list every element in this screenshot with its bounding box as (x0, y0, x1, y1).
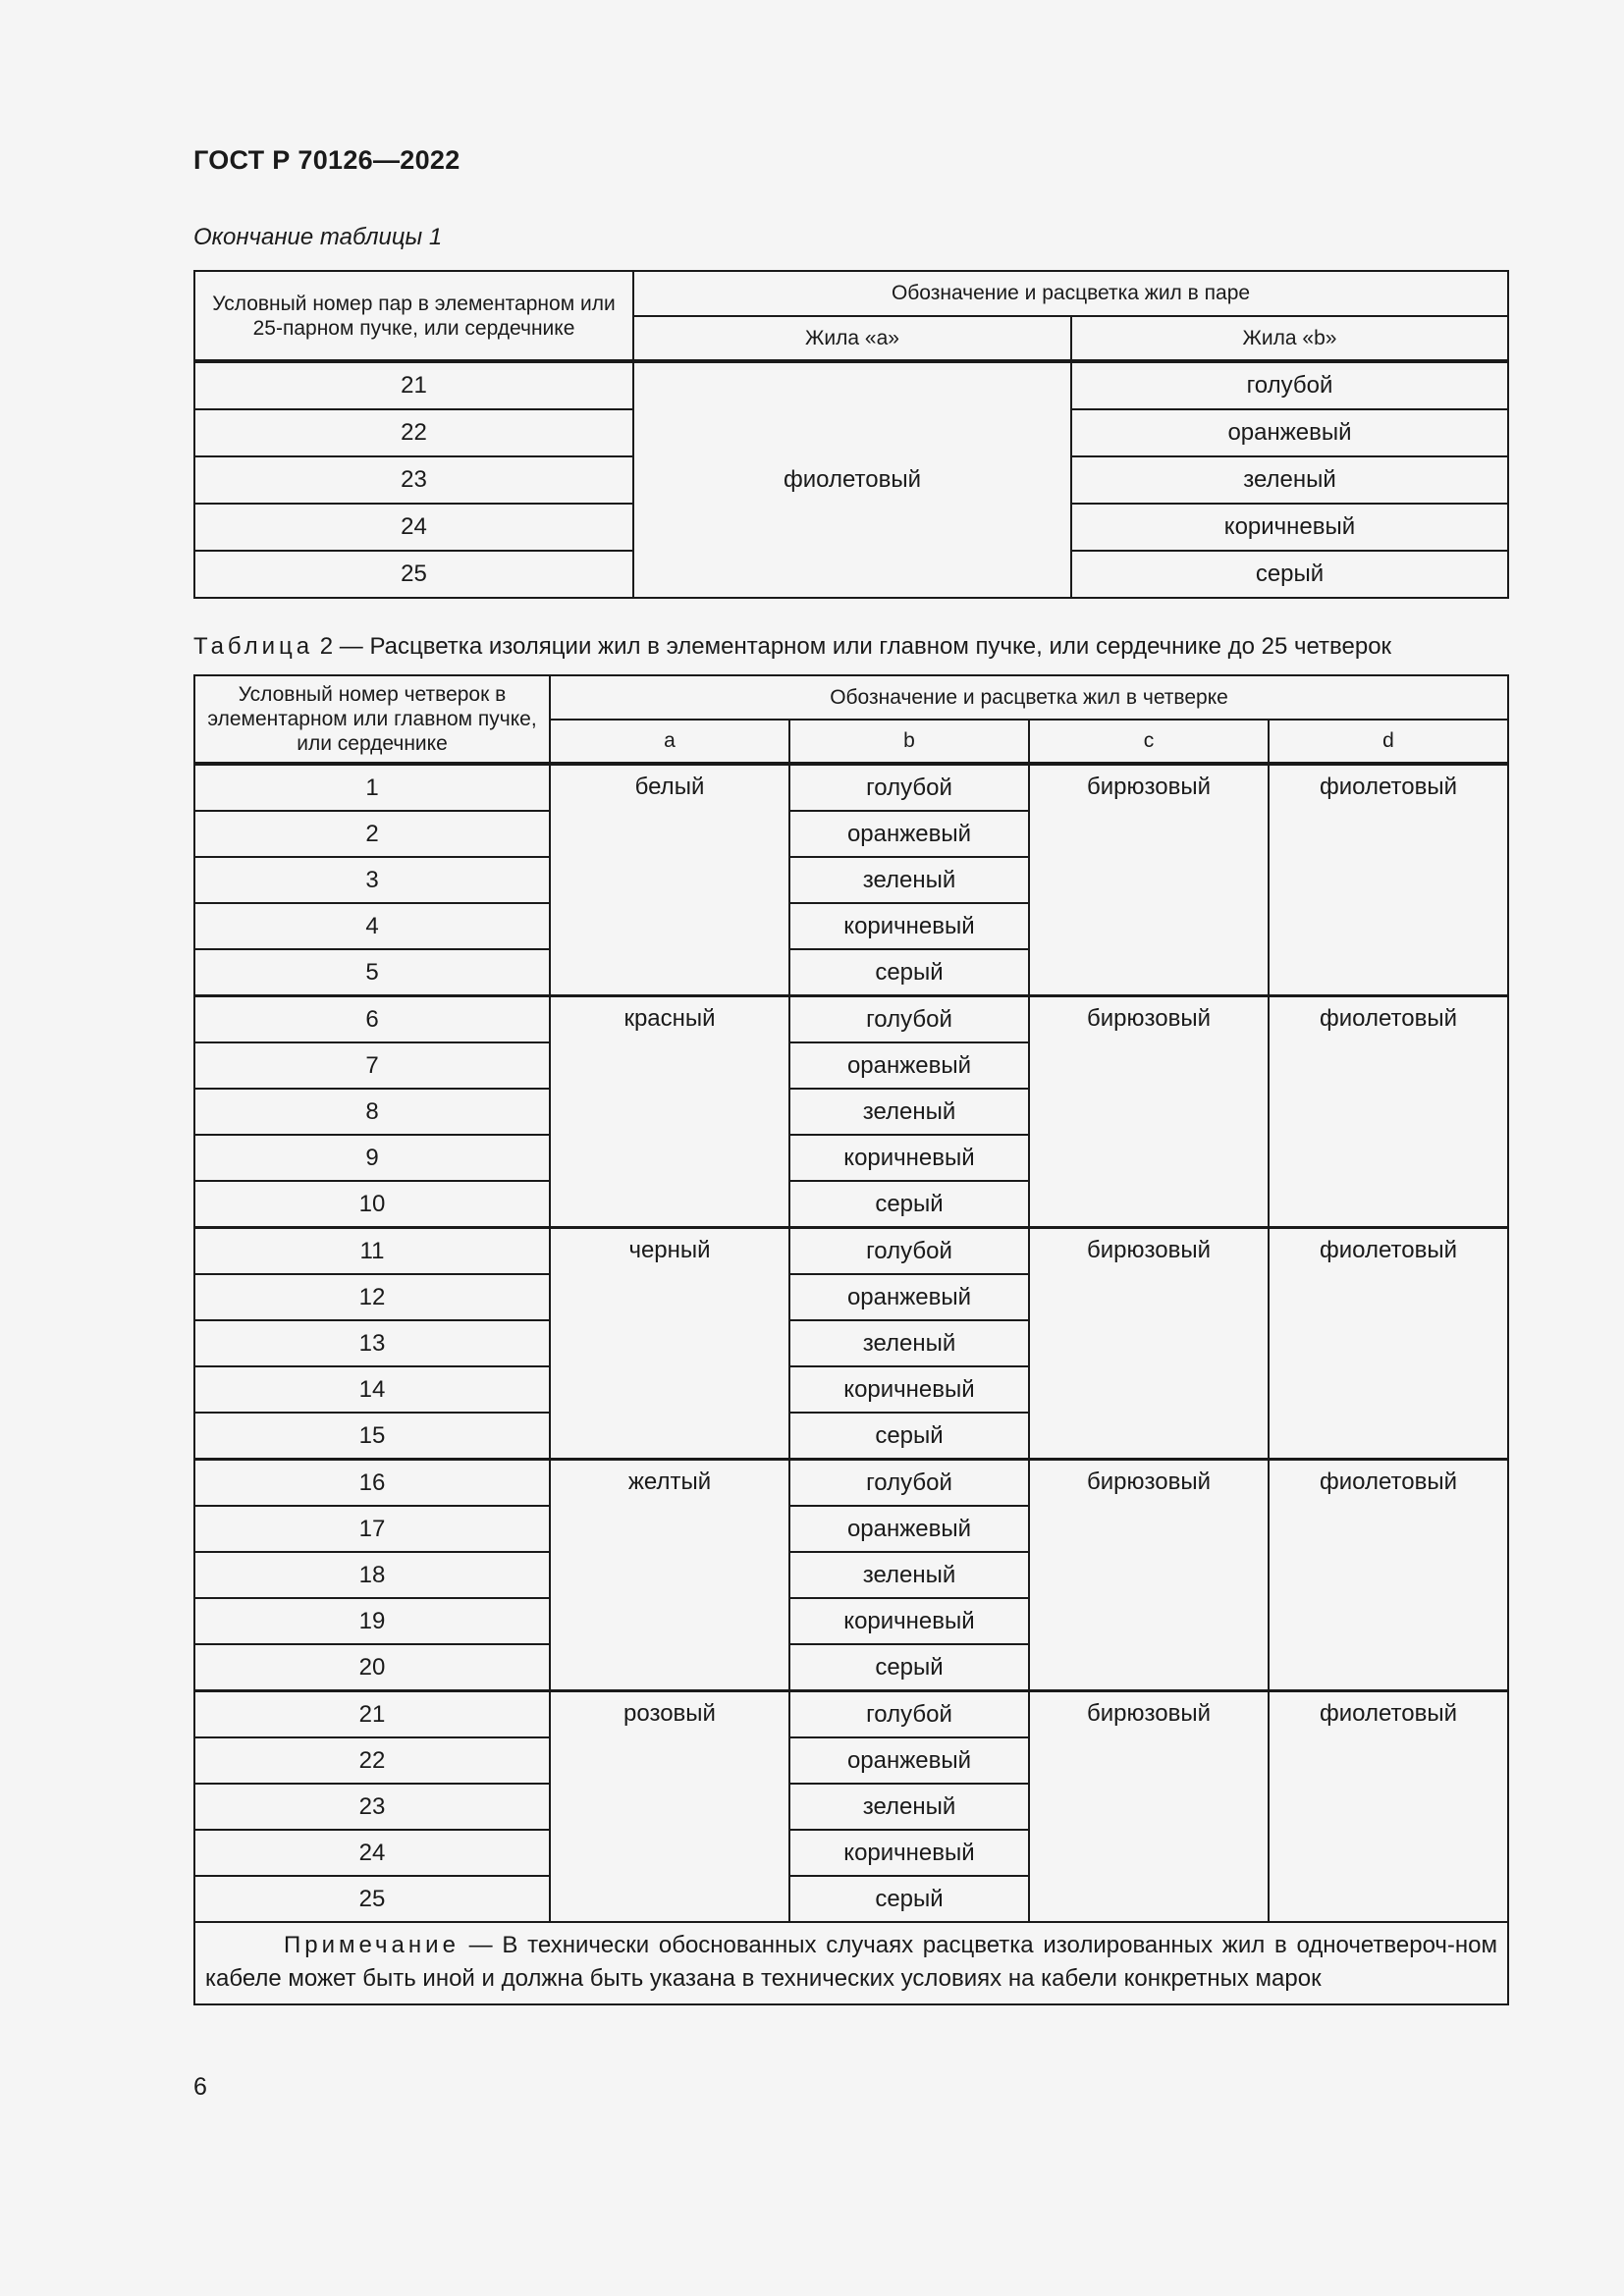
table2-cell-number: 21 (194, 1691, 550, 1738)
table2-cell-core-b: серый (789, 1181, 1029, 1228)
table2-cell-core-a: черный (550, 1228, 789, 1460)
table2-cell-number: 14 (194, 1366, 550, 1413)
table2-caption (193, 633, 1391, 661)
table2-cell-number: 22 (194, 1737, 550, 1784)
table2-cell-core-b: серый (789, 949, 1029, 996)
table2-cell-core-c: бирюзовый (1029, 1228, 1269, 1460)
table2-cell-core-a: розовый (550, 1691, 789, 1923)
table2-cell-core-b: оранжевый (789, 1737, 1029, 1784)
table2-cell-number: 17 (194, 1506, 550, 1552)
table2-cell-core-c: бирюзовый (1029, 1691, 1269, 1923)
table1-col-group-header: Обозначение и расцветка жил в паре (633, 271, 1508, 316)
table2-cell-core-c: бирюзовый (1029, 996, 1269, 1228)
table2-cell-number: 4 (194, 903, 550, 949)
table2-cell-core-b: коричневый (789, 1830, 1029, 1876)
table2-cell-number: 7 (194, 1042, 550, 1089)
table2-cell-number: 11 (194, 1228, 550, 1275)
table2-cell-core-b: зеленый (789, 1552, 1029, 1598)
table2-col-a-header: a (550, 720, 789, 764)
table2-note-text: — В технически обоснованных случаях расцветка изолированных жил в одночетвероч-ном кабеле может быть иной и должна быть указана в технических условиях на кабели конкретных марок (205, 1932, 1497, 1992)
table2-cell-number: 19 (194, 1598, 550, 1644)
table1-cell-number: 24 (194, 504, 633, 551)
table2-cell-core-d: фиолетовый (1269, 1691, 1508, 1923)
table2-row (194, 1691, 1508, 1738)
table1-cell-number: 22 (194, 409, 633, 456)
table1-cell-core-b: коричневый (1071, 504, 1508, 551)
table2-cell-number: 6 (194, 996, 550, 1043)
table1-col-b-header: Жила «b» (1071, 316, 1508, 361)
table2-cell-core-b: голубой (789, 1228, 1029, 1275)
table2-cell-core-b: голубой (789, 1691, 1029, 1738)
table2-cell-core-a: желтый (550, 1460, 789, 1691)
table2-col-c-header: c (1029, 720, 1269, 764)
table2-cell-core-b: оранжевый (789, 811, 1029, 857)
table2-cell-core-b: оранжевый (789, 1506, 1029, 1552)
table2-cell-number: 8 (194, 1089, 550, 1135)
table2-cell-core-b: зеленый (789, 1784, 1029, 1830)
table2-row (194, 1460, 1508, 1507)
table2 (193, 674, 1509, 2005)
table2-cell-core-b: зеленый (789, 857, 1029, 903)
table2-cell-core-b: голубой (789, 1460, 1029, 1507)
table1-cell-number: 21 (194, 361, 633, 409)
table2-cell-core-a: красный (550, 996, 789, 1228)
table2-cell-number: 13 (194, 1320, 550, 1366)
table2-header-row (194, 675, 1508, 720)
table2-cell-core-b: серый (789, 1644, 1029, 1691)
table1-cell-core-b: зеленый (1071, 456, 1508, 504)
table1-cell-number: 25 (194, 551, 633, 598)
table2-cell-number: 9 (194, 1135, 550, 1181)
table1-continuation-label: Окончание таблицы 1 (193, 224, 443, 250)
table2-cell-core-b: коричневый (789, 1598, 1029, 1644)
table2-col-group-header: Обозначение и расцветка жил в четверке (550, 675, 1508, 720)
table2-note-row (194, 1922, 1508, 2004)
table2-col-b-header: b (789, 720, 1029, 764)
table2-cell-number: 10 (194, 1181, 550, 1228)
table2-cell-core-b: голубой (789, 764, 1029, 811)
table1-header-row (194, 271, 1508, 316)
table2-cell-core-b: голубой (789, 996, 1029, 1043)
table2-col-d-header: d (1269, 720, 1508, 764)
table2-cell-number: 3 (194, 857, 550, 903)
table2-col-number-header: Условный номер четверок в элементарном или главном пучке, или сердечнике (194, 675, 550, 764)
table2-cell-core-d: фиолетовый (1269, 1228, 1508, 1460)
table2-cell-number: 23 (194, 1784, 550, 1830)
table2-row (194, 996, 1508, 1043)
table2-cell-number: 18 (194, 1552, 550, 1598)
document-standard-number: ГОСТ Р 70126—2022 (193, 145, 460, 175)
table2-cell-number: 12 (194, 1274, 550, 1320)
table2-cell-core-a: белый (550, 764, 789, 996)
table2-cell-core-b: коричневый (789, 903, 1029, 949)
page-number: 6 (193, 2073, 207, 2101)
table1-cell-number: 23 (194, 456, 633, 504)
table2-cell-number: 20 (194, 1644, 550, 1691)
table2-caption-label: Таблица (193, 633, 314, 660)
table2-note-label: Примечание (284, 1932, 460, 1958)
table2-cell-core-b: коричневый (789, 1135, 1029, 1181)
table2-cell-core-b: серый (789, 1413, 1029, 1460)
table1 (193, 270, 1509, 599)
table1-cell-core-b: серый (1071, 551, 1508, 598)
table2-note (194, 1922, 1508, 2004)
table1-col-number-header: Условный номер пар в элементарном или 25-парном пучке, или сердечнике (194, 271, 633, 361)
table2-cell-core-b: коричневый (789, 1366, 1029, 1413)
table2-row (194, 1228, 1508, 1275)
table1-cell-core-b: оранжевый (1071, 409, 1508, 456)
table2-cell-core-c: бирюзовый (1029, 1460, 1269, 1691)
table2-cell-core-d: фиолетовый (1269, 996, 1508, 1228)
table2-cell-core-b: оранжевый (789, 1042, 1029, 1089)
table2-cell-number: 1 (194, 764, 550, 811)
table2-row (194, 764, 1508, 811)
table2-caption-text: 2 — Расцветка изоляции жил в элементарном или главном пучке, или сердечнике до 25 четверок (319, 633, 1392, 660)
table2-cell-core-d: фиолетовый (1269, 1460, 1508, 1691)
table2-cell-number: 15 (194, 1413, 550, 1460)
table2-cell-core-c: бирюзовый (1029, 764, 1269, 996)
table1-cell-core-a: фиолетовый (633, 361, 1071, 598)
table2-cell-core-b: зеленый (789, 1320, 1029, 1366)
table2-cell-number: 2 (194, 811, 550, 857)
table1-row (194, 361, 1508, 409)
table2-cell-core-b: зеленый (789, 1089, 1029, 1135)
table2-cell-number: 25 (194, 1876, 550, 1922)
table2-cell-core-b: оранжевый (789, 1274, 1029, 1320)
table2-cell-core-d: фиолетовый (1269, 764, 1508, 996)
table1-col-a-header: Жила «а» (633, 316, 1071, 361)
table2-cell-number: 16 (194, 1460, 550, 1507)
table2-cell-core-b: серый (789, 1876, 1029, 1922)
table2-cell-number: 5 (194, 949, 550, 996)
table2-cell-number: 24 (194, 1830, 550, 1876)
table1-cell-core-b: голубой (1071, 361, 1508, 409)
